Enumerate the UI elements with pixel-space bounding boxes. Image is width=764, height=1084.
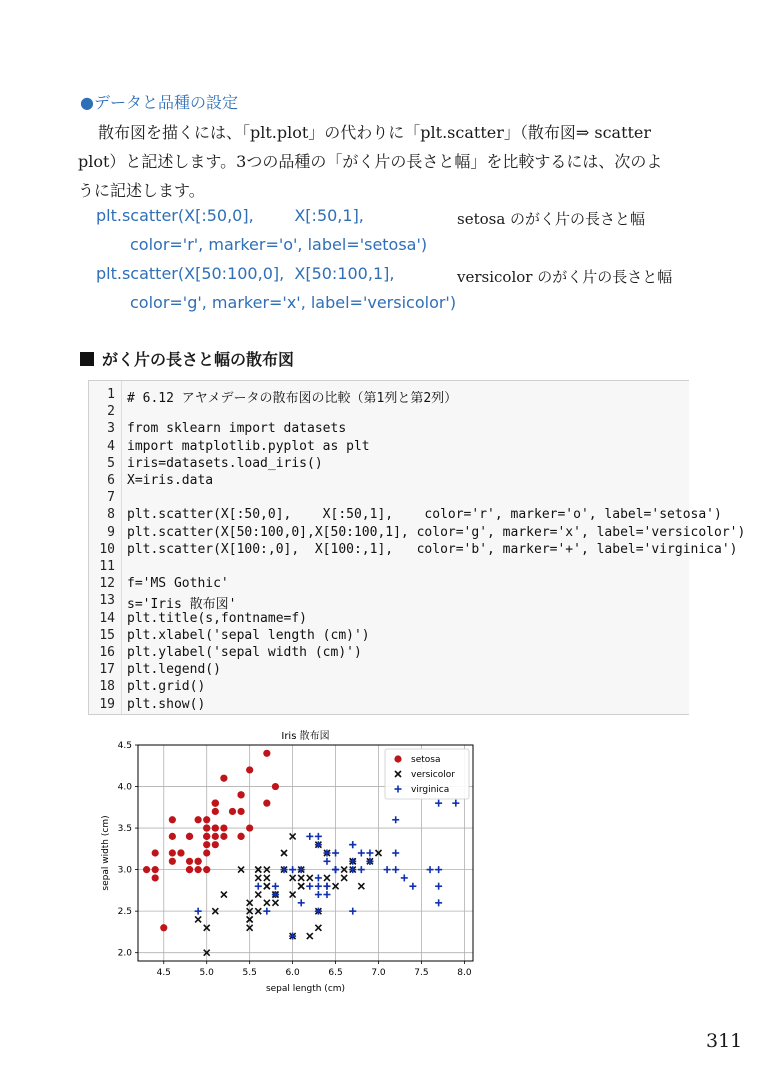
- line-number: 10: [99, 541, 115, 557]
- scatter-chart: [96, 726, 480, 1002]
- square-bullet-icon: [80, 352, 94, 366]
- data-point: [195, 866, 202, 873]
- y-tick-label: 2.0: [117, 948, 132, 959]
- legend-label: versicolor: [411, 770, 455, 780]
- legend-label: virginica: [411, 785, 450, 795]
- line-number: 6: [107, 473, 115, 488]
- code-line: X=iris.data: [127, 473, 214, 488]
- line-number: 15: [99, 627, 115, 643]
- figure-section-title: [80, 347, 294, 370]
- code-line: plt.show(): [127, 696, 206, 712]
- code-line: plt.grid(): [127, 679, 206, 695]
- code-line: iris=datasets.load_iris(): [127, 455, 323, 471]
- data-point: [152, 874, 159, 881]
- data-point: [186, 866, 193, 873]
- line-number: 13: [99, 593, 115, 609]
- code-line: plt.title(s,fontname=f): [127, 610, 308, 626]
- x-tick-label: 8.0: [457, 968, 472, 978]
- data-point: [160, 924, 167, 931]
- line-number: 4: [107, 438, 115, 454]
- data-point: [263, 800, 270, 807]
- example-code-line: color='g', marker='x', label='versicolor'): [130, 293, 457, 312]
- data-point: [212, 833, 219, 840]
- data-point: [212, 841, 219, 848]
- data-point: [169, 849, 176, 856]
- data-point: [220, 775, 227, 782]
- paragraph-line: うに記述します。: [78, 181, 205, 200]
- data-point: [220, 833, 227, 840]
- paragraph-line: plot）と記述します。3つの品種の「がく片の長さと幅」を比較するには、次のよ: [78, 152, 663, 171]
- line-number: 14: [99, 610, 115, 626]
- code-line: # 6.12 アヤメデータの散布図の比較（第1列と第2列）: [127, 391, 458, 406]
- data-point: [203, 866, 210, 873]
- section-title-text: がく片の長さと幅の散布図: [102, 350, 295, 369]
- code-line: import matplotlib.pyplot as plt: [127, 438, 370, 454]
- line-number: 2: [107, 404, 115, 420]
- example-code-line: plt.scatter(X[50:100,0], X[50:100,1],: [96, 264, 395, 283]
- legend-marker: [394, 755, 401, 762]
- x-tick-label: 5.5: [242, 968, 257, 978]
- line-number: 3: [107, 421, 115, 437]
- x-tick-label: 5.0: [199, 968, 214, 978]
- code-line: plt.scatter(X[50:100,0],X[50:100,1], color='g', marker='x', label='versicolor'): [127, 524, 746, 540]
- data-point: [169, 858, 176, 865]
- y-tick-label: 4.0: [117, 782, 132, 793]
- data-point: [237, 833, 244, 840]
- data-point: [203, 841, 210, 848]
- code-listing: [88, 380, 746, 715]
- data-point: [246, 824, 253, 831]
- code-line: from sklearn import datasets: [127, 421, 347, 437]
- data-point: [169, 833, 176, 840]
- example-note: versicolor のがく片の長さと幅: [457, 268, 673, 286]
- data-point: [203, 849, 210, 856]
- x-tick-label: 6.5: [328, 968, 343, 978]
- data-point: [203, 833, 210, 840]
- line-number: 1: [107, 387, 115, 402]
- data-point: [212, 800, 219, 807]
- chart-title: Iris 散布図: [281, 731, 330, 742]
- data-point: [152, 849, 159, 856]
- data-point: [203, 824, 210, 831]
- data-point: [203, 816, 210, 823]
- line-number: 19: [99, 696, 115, 712]
- line-number: 18: [99, 679, 115, 695]
- y-tick-label: 2.5: [117, 907, 132, 918]
- y-tick-label: 3.5: [117, 824, 132, 835]
- line-number: 7: [107, 490, 115, 506]
- code-line: f='MS Gothic': [127, 576, 229, 592]
- data-point: [272, 783, 279, 790]
- data-point: [186, 833, 193, 840]
- line-number: 17: [99, 662, 115, 678]
- code-line: plt.scatter(X[:50,0], X[:50,1], color='r', marker='o', label='setosa'): [127, 507, 722, 523]
- section-heading: ●データと品種の設定: [80, 93, 238, 112]
- data-point: [195, 816, 202, 823]
- code-line: plt.ylabel('sepal width (cm)'): [127, 645, 362, 660]
- data-point: [186, 858, 193, 865]
- data-point: [237, 808, 244, 815]
- line-number: 9: [107, 524, 115, 540]
- line-number: 8: [107, 507, 115, 523]
- line-number: 16: [99, 645, 115, 660]
- y-axis-label: sepal width (cm): [101, 815, 111, 891]
- data-point: [152, 866, 159, 873]
- code-line: plt.xlabel('sepal length (cm)'): [127, 627, 370, 643]
- line-number: 11: [99, 559, 115, 574]
- data-point: [143, 866, 150, 873]
- page-number: 311: [706, 1030, 743, 1052]
- data-point: [212, 824, 219, 831]
- data-point: [177, 849, 184, 856]
- paragraph-line: 散布図を描くには、「plt.plot」の代わりに「plt.scatter」（散布図⇒ scatter: [98, 123, 652, 142]
- y-tick-label: 4.5: [117, 741, 132, 751]
- line-number: 5: [107, 455, 115, 471]
- line-number: 12: [99, 576, 115, 592]
- code-line: plt.scatter(X[100:,0], X[100:,1], color='b', marker='+', label='virginica'): [127, 541, 738, 557]
- example-code-line: color='r', marker='o', label='setosa'): [130, 235, 428, 254]
- data-point: [237, 791, 244, 798]
- code-line: s='Iris 散布図': [127, 597, 237, 613]
- x-tick-label: 6.0: [285, 968, 300, 978]
- data-point: [169, 816, 176, 823]
- body-paragraph: [78, 118, 690, 205]
- x-tick-label: 4.5: [156, 968, 171, 978]
- data-point: [246, 766, 253, 773]
- x-tick-label: 7.0: [371, 968, 386, 978]
- example-code-line: plt.scatter(X[:50,0], X[:50,1],: [96, 206, 364, 225]
- y-tick-label: 3.0: [117, 865, 132, 876]
- legend-label: setosa: [411, 755, 441, 765]
- data-point: [263, 750, 270, 757]
- data-point: [195, 858, 202, 865]
- x-tick-label: 7.5: [414, 968, 429, 978]
- example-note: setosa のがく片の長さと幅: [457, 210, 646, 228]
- code-line: plt.legend(): [127, 662, 221, 678]
- data-point: [212, 808, 219, 815]
- data-point: [220, 824, 227, 831]
- x-axis-label: sepal length (cm): [265, 984, 346, 994]
- data-point: [229, 808, 236, 815]
